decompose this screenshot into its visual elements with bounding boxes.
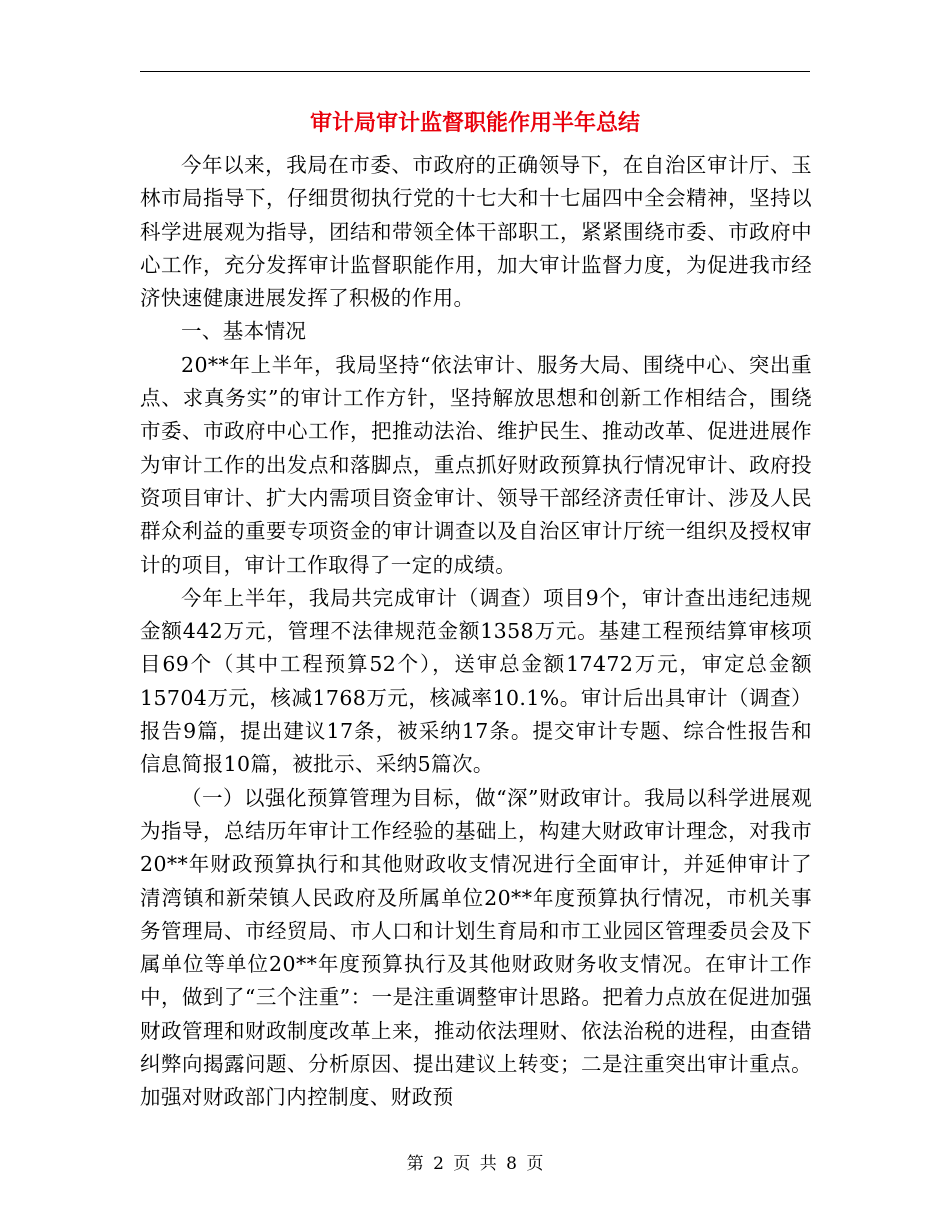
paragraph-intro: 今年以来，我局在市委、市政府的正确领导下，在自治区审计厅、玉林市局指导下，仔细贯彻执行党的十七大和十七届四中全会精神，坚持以科学进展观为指导，团结和带领全体干部职工，紧紧围绕市委、市政府中心工作，充分发挥审计监督职能作用，加大审计监督力度，为促进我市经济快速健康进展发挥了积极的作用。 bbox=[140, 153, 812, 311]
document-body bbox=[140, 149, 812, 1115]
header-rule bbox=[140, 71, 810, 72]
paragraph-work-policy: 20**年上半年，我局坚持“依法审计、服务大局、围绕中心、突出重点、求真务实”的审计工作方针，坚持解放思想和创新工作相结合，围绕市委、市政府中心工作，把推动法治、维护民生、推动改革、促进进展作为审计工作的出发点和落脚点，重点抓好财政预算执行情况审计、政府投资项目审计、扩大内需项目资金审计、领导干部经济责任审计、涉及人民群众利益的重要专项资金的审计调查以及自治区审计厅统一组织及授权审计的项目，审计工作取得了一定的成绩。 bbox=[140, 352, 812, 577]
document-title: 审计局审计监督职能作用半年总结 bbox=[309, 111, 640, 136]
section-heading-basic: 一、基本情况 bbox=[181, 319, 307, 344]
paragraph-statistics: 今年上半年，我局共完成审计（调查）项目9个，审计查出违纪违规金额442万元，管理不法律规范金额1358万元。基建工程预结算审核项目69个（其中工程预算52个），送审总金额17472万元，审定总金额15704万元，核减1768万元，核减率10.1%。审计后出具审计（调查）报告9篇，提出建议17条，被采纳17条。提交审计专题、综合性报告和信息简报10篇，被批示、采纳5篇次。 bbox=[140, 585, 812, 777]
page-number: 第 2 页 共 8 页 bbox=[406, 1154, 544, 1174]
paragraph-fiscal-audit: （一）以强化预算管理为目标，做“深”财政审计。我局以科学进展观为指导，总结历年审计工作经验的基础上，构建大财政审计理念，对我市20**年财政预算执行和其他财政收支情况进行全面审计，并延伸审计了清湾镇和新荣镇人民政府及所属单位20**年度预算执行情况，市机关事务管理局、市经贸局、市人口和计划生育局和市工业园区管理委员会及下属单位等单位20**年度预算执行及其他财政财务收支情况。在审计工作中，做到了“三个注重”：一是注重调整审计思路。把着力点放在促进加强财政管理和财政制度改革上来，推动依法理财、依法治税的进程，由查错纠弊向揭露问题、分析原因、提出建议上转变；二是注重突出审计重点。加强对财政部门内控制度、财政预 bbox=[140, 785, 812, 1110]
